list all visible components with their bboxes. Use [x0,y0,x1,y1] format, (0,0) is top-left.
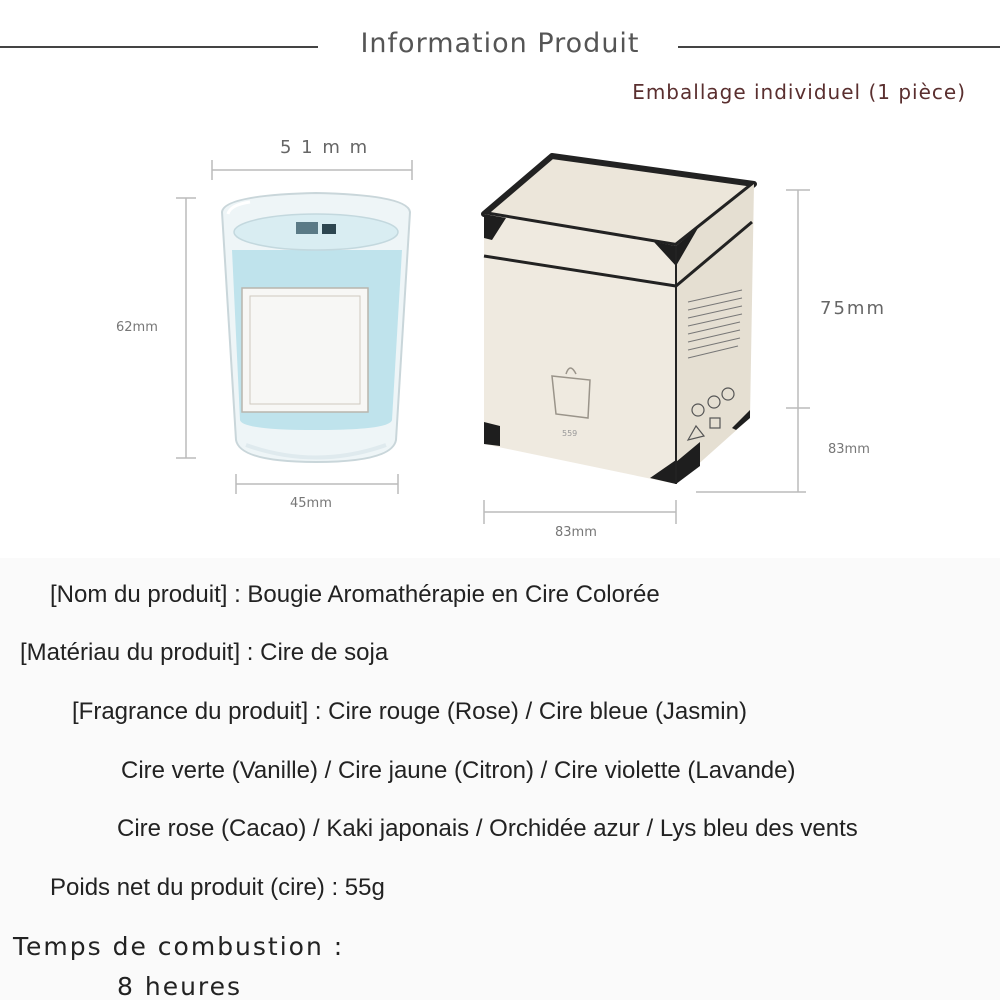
glass-height-label: 62mm [116,320,158,335]
product-name: [Nom du produit] : Bougie Aromathérapie en Cire Colorée [50,581,660,608]
page-title: Information Produit [360,28,640,59]
glass-top-width-label: 5 1 m m [280,137,370,158]
box-width-label: 83mm [555,525,597,540]
product-material: [Matériau du produit] : Cire de soja [20,639,389,666]
box-height-upper-label: 75mm [820,298,886,319]
product-fragrance-line-2: Cire verte (Vanille) / Cire jaune (Citron) / Cire violette (Lavande) [121,757,796,784]
candle-glass [222,193,410,462]
box-height-lower-label: 83mm [828,442,870,457]
burn-time-value: 8 heures [117,972,243,1001]
product-fragrance-line-1: [Fragrance du produit] : Cire rouge (Rose) / Cire bleue (Jasmin) [72,698,747,725]
glass-bottom-width-label: 45mm [290,496,332,511]
burn-time-label: Temps de combustion : [13,932,345,961]
box-code-label: 559 [562,429,578,438]
product-details-panel [0,558,1000,1000]
packaging-label: Emballage individuel (1 pièce) [632,80,966,104]
product-net-weight: Poids net du produit (cire) : 55g [50,874,385,901]
gift-box [484,156,754,484]
product-fragrance-line-3: Cire rose (Cacao) / Kaki japonais / Orchidée azur / Lys bleu des vents [117,815,858,842]
